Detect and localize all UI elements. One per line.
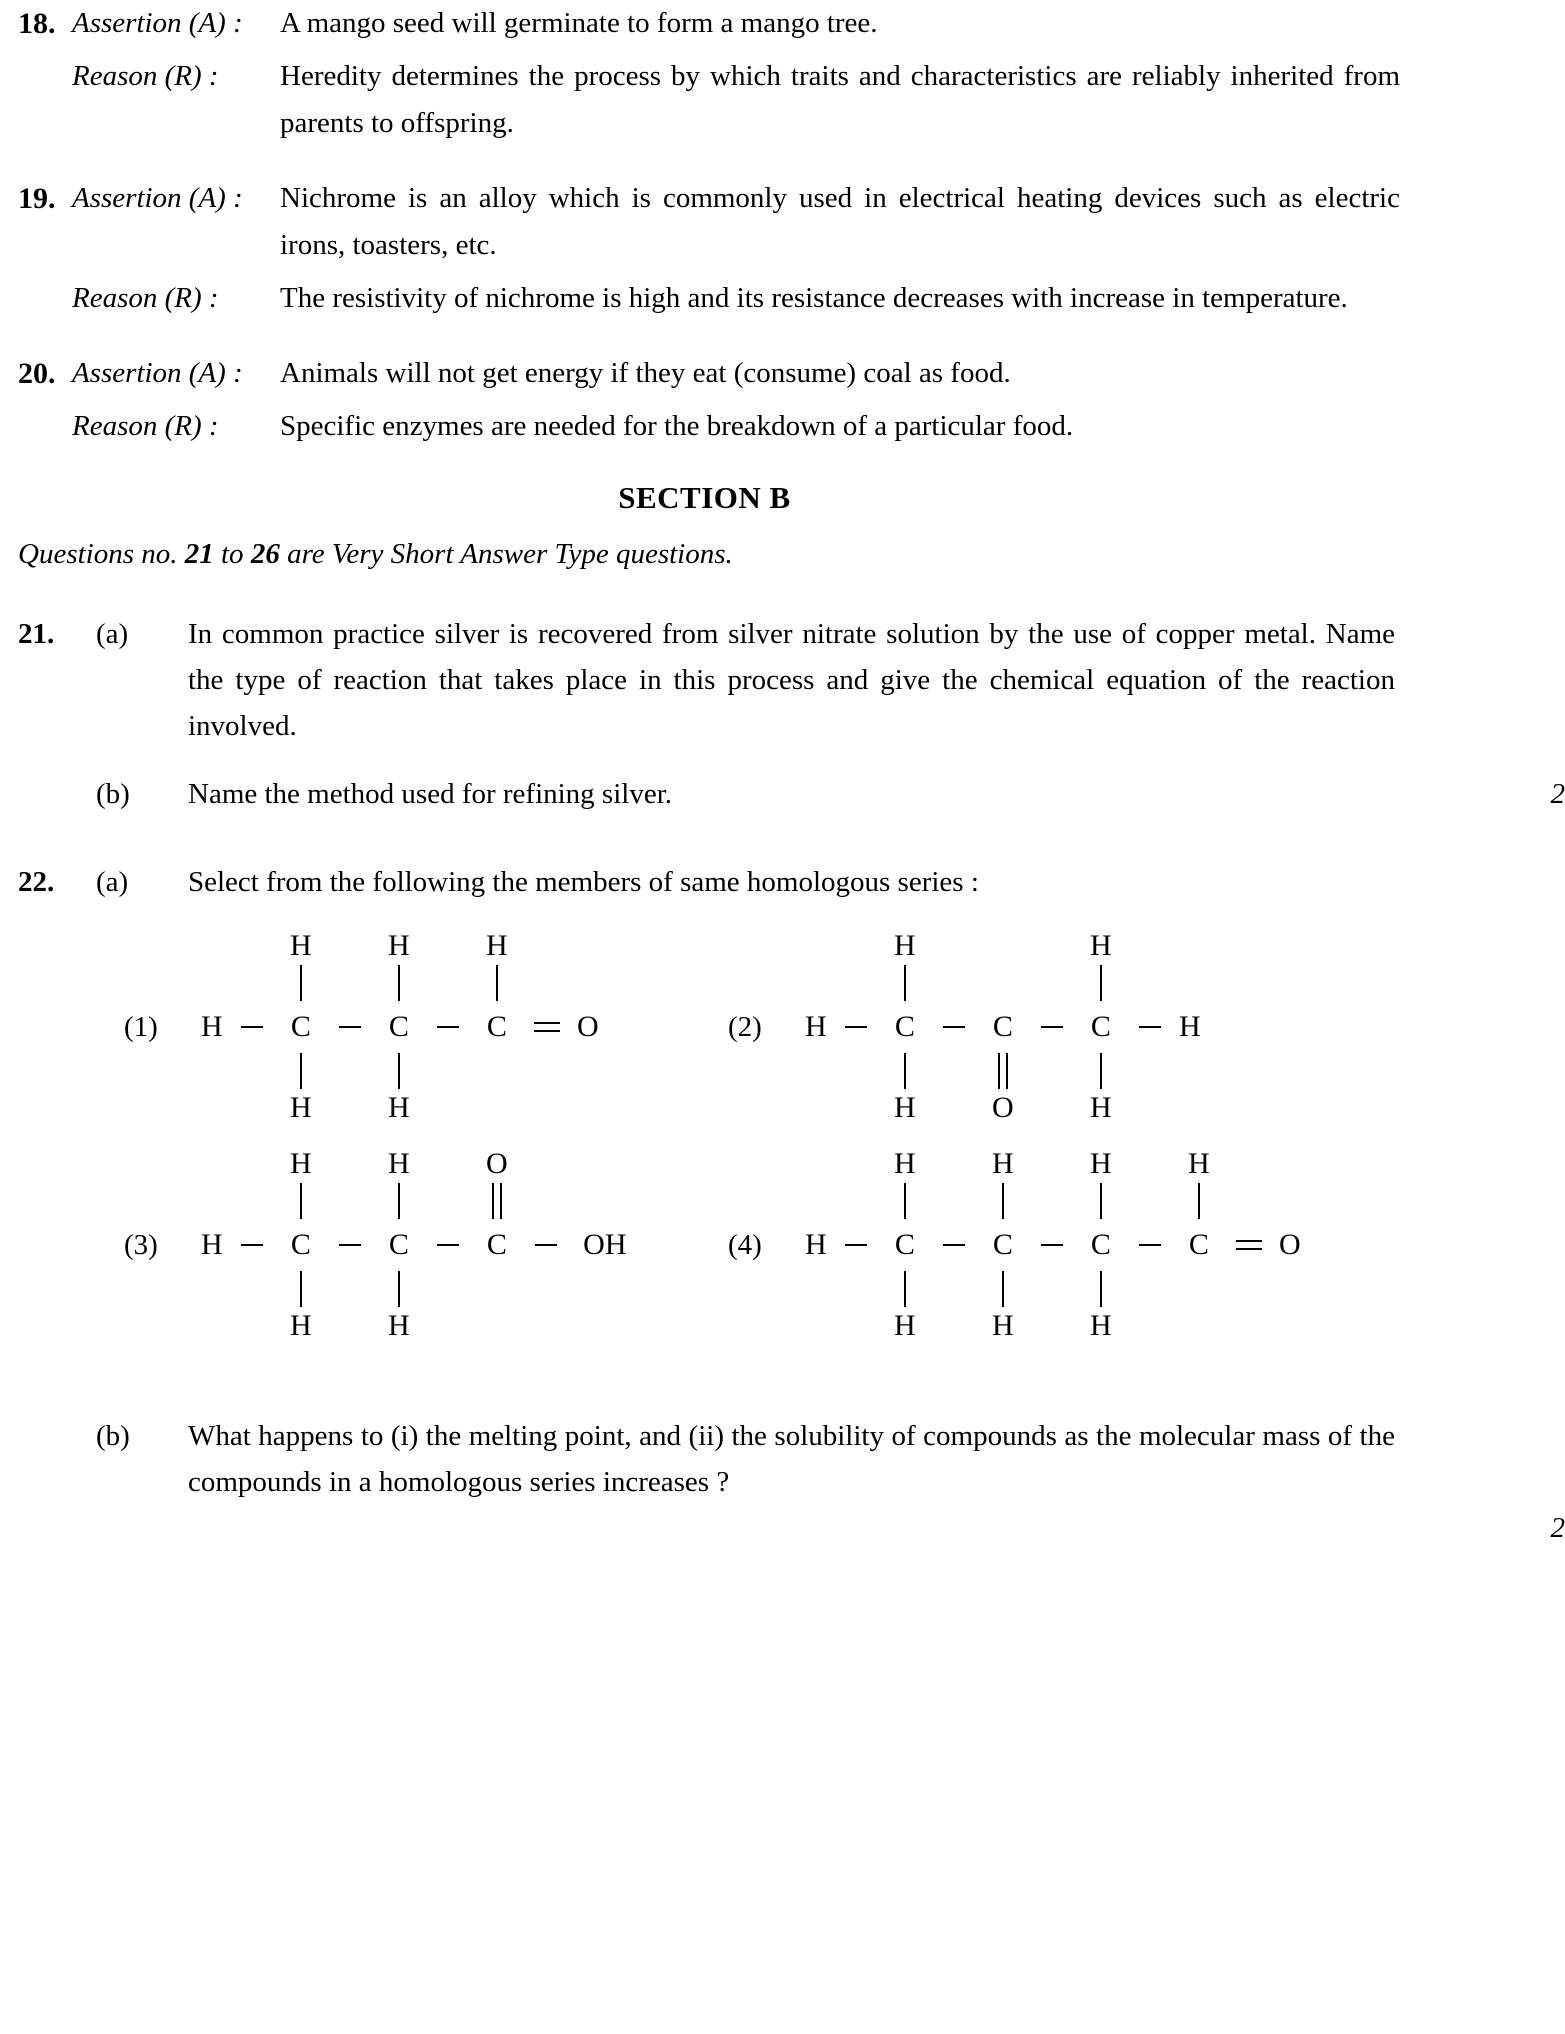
question-22-part-a-text: Select from the following the members of same homologous series : (188, 866, 979, 898)
bottom-substituent (468, 1049, 526, 1123)
question-19-assertion-row (0, 175, 1505, 269)
top-substituent (192, 1149, 232, 1223)
bottom-substituent (370, 1267, 428, 1341)
question-22-part-b-text: What happens to (i) the melting point, and (ii) the solubility of compounds as the molecular mass of the compounds in a homologous series increases ? (188, 1420, 1395, 1498)
single-bond (1198, 1183, 1200, 1219)
single-bond (398, 1053, 400, 1089)
row-spacer (0, 328, 1505, 350)
single-bond-horizontal (1032, 1223, 1072, 1267)
single-bond (300, 1053, 302, 1089)
molecule-4 (796, 1149, 1310, 1341)
chain-atom: C (290, 1010, 311, 1043)
question-21-part-a-text: In common practice silver is recovered from silver nitrate solution by the use of copper metal. Name the type of reaction that takes place in this process and give the chemical equation of the reaction involved. (188, 618, 1395, 742)
top-substituent (796, 1149, 836, 1223)
single-bond-horizontal (836, 1223, 876, 1267)
atom-column (272, 1149, 330, 1341)
question-18-reason-row (0, 53, 1505, 147)
bottom-substituent (974, 1267, 1032, 1341)
atom-column (796, 1149, 836, 1341)
chain-atom: C (894, 1228, 915, 1261)
atom-column (796, 931, 836, 1123)
chain-atom: C (1090, 1010, 1111, 1043)
top-substituent (568, 931, 608, 1005)
atom-label: H (289, 1147, 312, 1180)
atom-label: H (893, 1091, 916, 1124)
top-substituent (370, 931, 428, 1005)
atom-column (1170, 931, 1210, 1123)
bond-column (526, 1149, 566, 1341)
question-20-reason-row (0, 403, 1505, 450)
bond-column (232, 931, 272, 1123)
chain-atom: C (1188, 1228, 1209, 1261)
section-instruction-prefix: Questions no. (18, 538, 185, 570)
assertion-text: Animals will not get energy if they eat (consume) coal as food. (280, 357, 1011, 389)
atom-column (272, 931, 330, 1123)
bottom-substituent (1170, 1049, 1210, 1123)
atom-column (876, 1149, 934, 1341)
top-substituent (876, 1149, 934, 1223)
double-bond-horizontal (1228, 1223, 1270, 1267)
atom-label: H (485, 929, 508, 962)
atom-column (192, 1149, 232, 1341)
question-22-part-b (0, 1413, 1565, 1544)
atom-label: H (893, 1309, 916, 1342)
molecule-3 (192, 1149, 644, 1341)
single-bond (398, 965, 400, 1001)
top-substituent (192, 931, 232, 1005)
reason-text: Specific enzymes are needed for the breakdown of a particular food. (280, 410, 1074, 442)
bottom-substituent (876, 1267, 934, 1341)
bond-column (428, 1149, 468, 1341)
chain-atom: OH (583, 1228, 627, 1261)
single-bond-horizontal (232, 1223, 272, 1267)
atom-column (370, 931, 428, 1123)
atom-column (468, 1149, 526, 1341)
atom-column (974, 931, 1032, 1123)
atom-column (1072, 931, 1130, 1123)
section-instruction-mid: to (213, 538, 251, 570)
bond-column (1032, 1149, 1072, 1341)
bottom-substituent (974, 1049, 1032, 1123)
bottom-substituent (272, 1049, 330, 1123)
atom-label: H (1089, 1147, 1112, 1180)
bond-column (330, 931, 370, 1123)
single-bond (398, 1271, 400, 1307)
top-substituent (1270, 1149, 1310, 1223)
bond-column (1130, 1149, 1170, 1341)
assertion-text: Nichrome is an alloy which is commonly used in electrical heating devices such as electric irons, toasters, etc. (280, 182, 1400, 261)
atom-label: H (387, 1309, 410, 1342)
chain-atom: C (486, 1010, 507, 1043)
bottom-substituent (1072, 1049, 1130, 1123)
question-21-marks: 2 (1550, 778, 1565, 810)
structure-4 (656, 1147, 1301, 1342)
molecule-1 (192, 931, 608, 1123)
single-bond-horizontal (232, 1005, 272, 1049)
atom-label: O (485, 1147, 508, 1180)
reason-label: Reason (R) : (72, 60, 219, 92)
bond-column (330, 1149, 370, 1341)
question-22-marks: 2 (1550, 1512, 1565, 1544)
atom-column (566, 1149, 644, 1341)
bottom-substituent (796, 1267, 836, 1341)
bottom-substituent (566, 1267, 644, 1341)
question-22-number: 22. (18, 866, 55, 898)
bottom-substituent (192, 1049, 232, 1123)
bond-column (526, 931, 568, 1123)
question-21-part-a-label: (a) (96, 618, 129, 650)
single-bond (904, 1271, 906, 1307)
atom-column (468, 931, 526, 1123)
chain-atom: C (1090, 1228, 1111, 1261)
atom-label: H (289, 1309, 312, 1342)
bottom-substituent (1270, 1267, 1310, 1341)
section-instruction-suffix: are Very Short Answer Type questions. (279, 538, 733, 570)
bottom-substituent (796, 1049, 836, 1123)
atom-column (974, 1149, 1032, 1341)
structure-2-index: (2) (728, 1010, 762, 1043)
bottom-substituent (370, 1049, 428, 1123)
single-bond (1100, 1053, 1102, 1089)
question-21-part-b-text: Name the method used for refining silver. (188, 778, 673, 810)
bottom-substituent (272, 1267, 330, 1341)
double-bond (997, 1053, 1009, 1089)
top-substituent (370, 1149, 428, 1223)
single-bond (300, 1271, 302, 1307)
atom-label: H (1089, 1091, 1112, 1124)
reason-label: Reason (R) : (72, 410, 219, 442)
bottom-substituent (568, 1049, 608, 1123)
top-substituent (876, 931, 934, 1005)
top-substituent (1072, 1149, 1130, 1223)
single-bond-horizontal (428, 1005, 468, 1049)
question-22-part-a (0, 859, 1505, 905)
chain-atom: C (388, 1010, 409, 1043)
assertion-label: Assertion (A) : (72, 357, 243, 389)
atom-column (876, 931, 934, 1123)
top-substituent (566, 1149, 644, 1223)
top-substituent (468, 1149, 526, 1223)
question-21-part-a (0, 611, 1505, 749)
bottom-substituent (192, 1267, 232, 1341)
question-21-part-b (0, 771, 1565, 817)
single-bond (904, 1183, 906, 1219)
atom-label: H (893, 1147, 916, 1180)
single-bond-horizontal (836, 1005, 876, 1049)
structure-row-1 (96, 931, 1409, 1123)
question-19-reason-row (0, 275, 1505, 322)
single-bond-horizontal (1130, 1005, 1170, 1049)
row-spacer (0, 153, 1505, 175)
chain-atom: H (804, 1010, 827, 1043)
bond-column (934, 1149, 974, 1341)
structure-3-index: (3) (124, 1228, 158, 1261)
top-substituent (974, 1149, 1032, 1223)
structure-1-index: (1) (124, 1010, 158, 1043)
bond-column (1130, 931, 1170, 1123)
chain-atom: H (1178, 1010, 1201, 1043)
section-instruction-from: 21 (184, 538, 214, 570)
atom-label: H (387, 929, 410, 962)
single-bond (904, 965, 906, 1001)
chain-atom: C (290, 1228, 311, 1261)
single-bond-horizontal (934, 1223, 974, 1267)
bottom-substituent (468, 1267, 526, 1341)
assertion-label: Assertion (A) : (72, 182, 243, 214)
atom-label: H (289, 929, 312, 962)
single-bond-horizontal (330, 1005, 370, 1049)
atom-column (1170, 1149, 1228, 1341)
bond-column (836, 931, 876, 1123)
atom-label: O (991, 1091, 1014, 1124)
bond-column (1032, 931, 1072, 1123)
atom-label: H (387, 1147, 410, 1180)
homologous-series-structures (0, 931, 1505, 1341)
section-instruction (0, 538, 1505, 571)
top-substituent (796, 931, 836, 1005)
top-substituent (468, 931, 526, 1005)
question-20-assertion-row (0, 350, 1505, 397)
chain-atom: O (1278, 1228, 1301, 1261)
chain-atom: C (992, 1228, 1013, 1261)
structure-4-index: (4) (728, 1228, 762, 1261)
single-bond (1002, 1183, 1004, 1219)
section-instruction-to: 26 (250, 538, 280, 570)
molecule-2 (796, 931, 1210, 1123)
atom-label: H (1089, 929, 1112, 962)
atom-label: H (991, 1147, 1014, 1180)
single-bond (1100, 1183, 1102, 1219)
single-bond-horizontal (1130, 1223, 1170, 1267)
atom-column (1270, 1149, 1310, 1341)
chain-atom: C (486, 1228, 507, 1261)
bottom-substituent (876, 1049, 934, 1123)
single-bond-horizontal (428, 1223, 468, 1267)
chain-atom: C (388, 1228, 409, 1261)
bond-column (428, 931, 468, 1123)
atom-label: H (1187, 1147, 1210, 1180)
atom-label: H (991, 1309, 1014, 1342)
single-bond (1002, 1271, 1004, 1307)
single-bond (496, 965, 498, 1001)
single-bond (1100, 1271, 1102, 1307)
reason-text: The resistivity of nichrome is high and its resistance decreases with increase in temperature. (280, 282, 1348, 314)
question-22-part-a-label: (a) (96, 866, 129, 898)
assertion-label: Assertion (A) : (72, 7, 243, 39)
question-21-part-b-label: (b) (96, 778, 130, 810)
single-bond-horizontal (1032, 1005, 1072, 1049)
structure-3 (96, 1149, 656, 1341)
atom-column (568, 931, 608, 1123)
bottom-substituent (1170, 1267, 1228, 1341)
question-18-assertion-row (0, 0, 1505, 47)
top-substituent (272, 1149, 330, 1223)
single-bond (300, 965, 302, 1001)
single-bond (300, 1183, 302, 1219)
atom-label: H (1089, 1309, 1112, 1342)
chain-atom: C (992, 1010, 1013, 1043)
single-bond (398, 1183, 400, 1219)
double-bond-horizontal (526, 1005, 568, 1049)
atom-column (1072, 1149, 1130, 1341)
question-20-number: 20. (18, 357, 56, 390)
chain-atom: H (804, 1228, 827, 1261)
reason-text: Heredity determines the process by which traits and characteristics are reliably inherited from parents to offspring. (280, 60, 1400, 139)
section-heading: SECTION B (618, 480, 791, 515)
bond-column (232, 1149, 272, 1341)
atom-column (192, 931, 232, 1123)
reason-label: Reason (R) : (72, 282, 219, 314)
atom-label: H (893, 929, 916, 962)
question-22-part-b-label: (b) (96, 1420, 130, 1452)
atom-column (370, 1149, 428, 1341)
structure-2 (656, 931, 1216, 1123)
assertion-text: A mango seed will germinate to form a mango tree. (280, 7, 878, 39)
single-bond-horizontal (330, 1223, 370, 1267)
single-bond (1100, 965, 1102, 1001)
single-bond-horizontal (934, 1005, 974, 1049)
top-substituent (974, 931, 1032, 1005)
double-bond (491, 1183, 503, 1219)
chain-atom: H (200, 1228, 223, 1261)
bond-column (836, 1149, 876, 1341)
structure-1 (96, 931, 656, 1123)
top-substituent (272, 931, 330, 1005)
top-substituent (1072, 931, 1130, 1005)
bottom-substituent (1072, 1267, 1130, 1341)
question-18-number: 18. (18, 7, 56, 40)
bond-column (1228, 1149, 1270, 1341)
atom-label: H (387, 1091, 410, 1124)
bond-column (934, 931, 974, 1123)
top-substituent (1170, 1149, 1228, 1223)
single-bond (904, 1053, 906, 1089)
structure-row-2 (96, 1149, 1409, 1341)
chain-atom: H (200, 1010, 223, 1043)
question-21-number: 21. (18, 618, 55, 650)
chain-atom: C (894, 1010, 915, 1043)
top-substituent (1170, 931, 1210, 1005)
atom-label: H (289, 1091, 312, 1124)
chain-atom: O (576, 1010, 599, 1043)
single-bond-horizontal (526, 1223, 566, 1267)
question-19-number: 19. (18, 182, 56, 215)
